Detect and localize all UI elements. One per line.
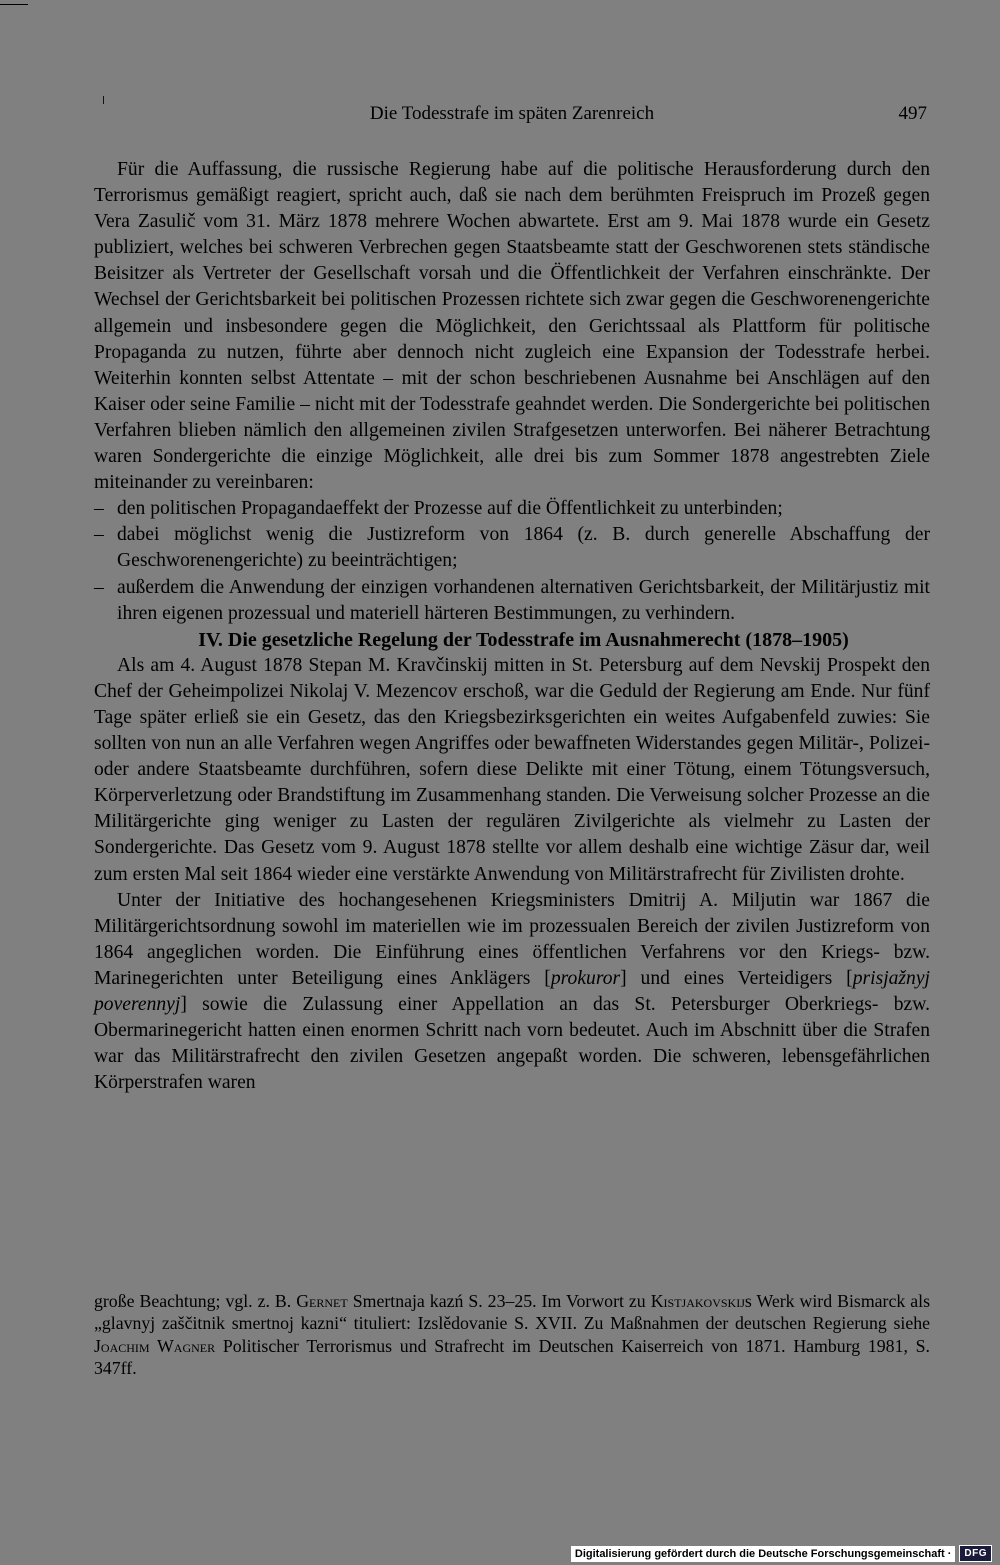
paragraph-3-part-1: Unter der Initiative des hochangesehenen Kriegsministers Dmitrij A. Miljutin war 1867 die Militärgerichtsordnung sowohl im materiellen wie im prozessualen Bereich der zivilen Justizreform von 1864 angeglichen worden. Die Einführung eines öffentlichen Verfahrens vor den Kriegs- bzw. Marinegerichten unter Beteiligung eines Anklägers [ <box>94 889 930 989</box>
footnote-part-3: s Werk wird Bismarck als „glavnyj zaščitnik smertnoj kazni“ tituliert: Izslědovanie S. XVII. Zu Maßnahmen der deutschen Regierung siehe <box>94 1291 930 1334</box>
paragraph-3 <box>94 888 930 1097</box>
footnote-part-1: große Beachtung; vgl. z. B. <box>94 1291 297 1311</box>
list-item: – außerdem die Anwendung der einzigen vorhandenen alternativen Gerichtsbarkeit, der Militärjustiz mit ihren eigenen prozessual und materiell härteren Bestimmungen, zu verhindern. <box>94 575 930 627</box>
paragraph-2: Als am 4. August 1878 Stepan M. Kravčinskij mitten in St. Petersburg auf dem Nevskij Prospekt den Chef der Geheimpolizei Nikolaj V. Mezencov erschoß, war die Geduld der Regierung am Ende. Nur fünf Tage später erließ sie ein Gesetz, das den Kriegsbezirksgerichten ein weites Aufgabenfeld zuwies: Sie sollten von nun an alle Verfahren wegen Angriffes oder bewaffneten Widerstandes gegen Militär-, Polizei- oder andere Staatsbeamte durchführen, sofern diese Delikte mit einer Tötung, einem Tötungsversuch, Körperverletzung oder Brandstiftung im Zusammenhang standen. Die Verweisung solcher Prozesse an die Militärgerichte ging weniger zu Lasten der regulären Zivilgerichte als vielmehr zu Lasten der Sondergerichte. Das Gesetz vom 9. August 1878 stellte vor allem deshalb eine wichtige Zäsur dar, weil zum ersten Mal seit 1864 wieder eine verstärkte Anwendung von Militärstrafrecht für Zivilisten drohte. <box>94 654 930 885</box>
running-title: Die Todesstrafe im späten Zarenreich <box>369 103 655 124</box>
funding-credit: Digitalisierung gefördert durch die Deutsche Forschungsgemeinschaft · <box>571 1546 956 1562</box>
paragraph-1: Für die Auffassung, die russische Regierung habe auf die politische Herausforderung durch den Terrorismus gemäßigt reagiert, spricht auch, daß sie nach dem berühmten Freispruch im Prozeß gegen Vera Zasulič vom 31. März 1878 mehrere Wochen abwartete. Erst am 9. Mai 1878 wurde ein Gesetz publiziert, welches bei schweren Verbrechen gegen Staatsbeamte statt der Geschworenen stets ständische Beisitzer als Vertreter der Gesellschaft vorsah und die Öffentlichkeit der Verfahren einschränkte. Der Wechsel der Gerichtsbarkeit bei politischen Prozessen richtete sich zwar gegen die Geschworenengerichte allgemein und insbesondere gegen die Möglichkeit, den Gerichtssaal als Plattform für politische Propaganda zu nutzen, führte aber dennoch nicht zugleich eine Expansion der Todesstrafe herbei. Weiterhin konnten selbst Attentate – mit der schon beschriebenen Ausnahme bei Anschlägen auf den Kaiser oder seine Familie – nicht mit der Todesstrafe geahndet werden. Die Sondergerichte bei politischen Verfahren blieben nämlich den allgemeinen zivilen Strafgesetzen unterworfen. Bei näherer Betrachtung waren Sondergerichte die einzige Möglichkeit, alle drei bis zum Sommer 1878 angestrebten Ziele miteinander zu vereinbaren: <box>94 159 930 494</box>
term-prokuror: prokuror <box>550 967 621 989</box>
paragraph-3-part-3: ] sowie die Zulassung einer Appellation an das St. Petersburger Oberkriegs- bzw. Obermarinegericht hatten einen enormen Schritt nach vorn bedeutet. Auch im Abschnitt über die Strafen war das Militärstrafrecht den zivilen Gesetzen angepaßt worden. Die schweren, lebensgefährlichen Körperstrafen waren <box>94 994 930 1094</box>
footnote-author-gernet: Gernet <box>296 1291 348 1311</box>
goal-list <box>94 496 930 626</box>
section-heading: IV. Die gesetzliche Regelung der Todesstrafe im Ausnahmerecht (1878–1905) <box>198 628 849 651</box>
digitization-footer <box>571 1545 992 1562</box>
page-number: 497 <box>898 103 927 124</box>
footnote-part-4: Politischer Terrorismus und Strafrecht im Deutschen Kaiserreich von 1871. Hamburg 1981, S. 347ff. <box>94 1335 931 1379</box>
list-item: – dabei möglichst wenig die Justizreform von 1864 (z. B. durch generelle Abschaffung der Geschworenengerichte) zu beeinträchtigen; <box>94 522 930 574</box>
footnote-part-2: Smertnaja kazń S. 23–25. Im Vorwort zu <box>347 1291 651 1311</box>
footnote-text <box>94 1290 930 1380</box>
footnote-author-wagner: Joachim Wagner <box>94 1335 216 1356</box>
term-prisjaznyj-poverennyj: prisjažnyj poverennyj <box>94 967 930 1015</box>
dfg-logo: DFG <box>959 1545 992 1562</box>
main-text <box>94 157 930 1096</box>
paragraph-3-part-2: ] und eines Verteidigers [ <box>620 967 853 989</box>
scan-corner-mark <box>0 4 28 5</box>
footnote <box>94 1290 930 1380</box>
footnote-author-kistjakovskij: Kistjakovskij <box>650 1291 745 1311</box>
list-item: – den politischen Propagandaeffekt der Prozesse auf die Öffentlichkeit zu unterbinden; <box>94 496 930 522</box>
running-header <box>94 103 930 131</box>
